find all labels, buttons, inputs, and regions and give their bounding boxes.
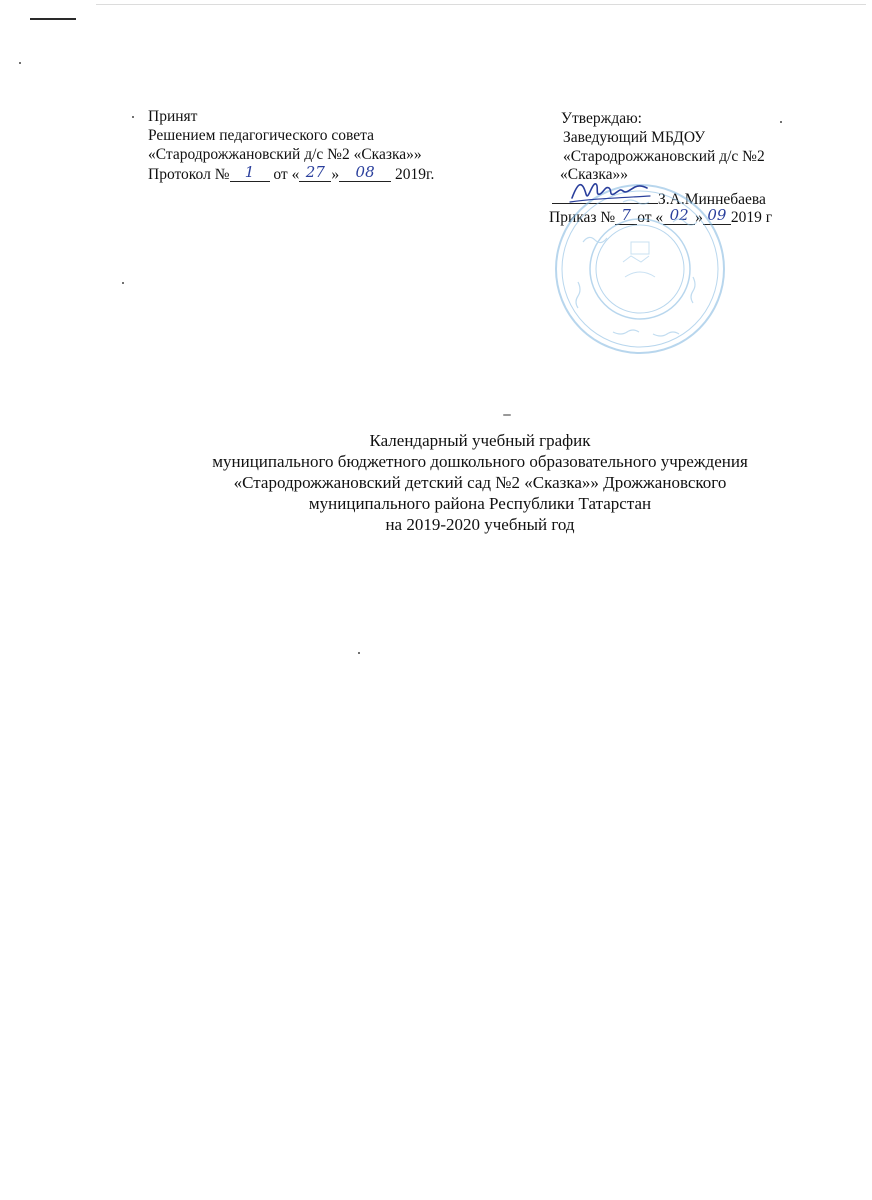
day-field	[299, 165, 331, 182]
protocol-year: 2019г.	[394, 166, 435, 183]
title-academic-year: на 2019-2020 учебный год	[385, 515, 575, 534]
protocol-number-field	[230, 165, 270, 182]
institution-stamp	[553, 182, 728, 357]
month-field	[339, 165, 391, 182]
order-day: 02	[669, 206, 689, 224]
order-prefix: Приказ №	[549, 209, 616, 226]
scan-speck	[503, 414, 511, 416]
scan-speck	[780, 121, 782, 123]
protocol-number: 1	[244, 163, 255, 181]
institution-name-line1: «Стародрожжановский д/с №2	[563, 148, 765, 165]
scan-speck	[358, 652, 360, 654]
document-title: Календарный учебный график	[369, 431, 591, 450]
protocol-month: 08	[355, 163, 375, 181]
order-quote-close: »	[695, 209, 703, 226]
title-institution-name: «Стародрожжановский детский сад №2 «Сказка»» Дрожжановского	[233, 473, 727, 492]
order-year: 2019 г	[730, 209, 773, 226]
scan-speck	[19, 62, 21, 64]
title-institution-type: муниципального бюджетного дошкольного образовательного учреждения	[212, 452, 748, 471]
handwritten-signature	[568, 176, 658, 206]
scan-edge-line	[96, 4, 866, 5]
order-number: 7	[621, 206, 631, 224]
quote-close: »	[331, 166, 340, 183]
order-from-prefix: от «	[637, 209, 664, 226]
council-decision: Решением педагогического совета	[148, 127, 374, 144]
from-prefix: от «	[273, 166, 300, 183]
signer-name: З.А.Миннебаева	[658, 191, 766, 208]
protocol-day: 27	[305, 163, 325, 181]
institution-name-short: «Стародрожжановский д/с №2 «Сказка»»	[148, 146, 422, 163]
institution-name-line2: «Сказка»»	[560, 166, 629, 183]
head-title: Заведующий МБДОУ	[563, 129, 706, 146]
document-title-block	[120, 430, 840, 535]
accepted-label: Принят	[148, 108, 198, 125]
order-month: 09	[707, 206, 727, 224]
protocol-line	[148, 165, 434, 184]
scan-artifact-dash	[30, 18, 76, 20]
scan-speck	[132, 116, 134, 118]
approve-label: Утверждаю:	[561, 110, 642, 127]
protocol-prefix: Протокол №	[148, 166, 230, 183]
title-region: муниципального района Республики Татарстан	[308, 494, 652, 513]
scan-speck	[122, 282, 124, 284]
